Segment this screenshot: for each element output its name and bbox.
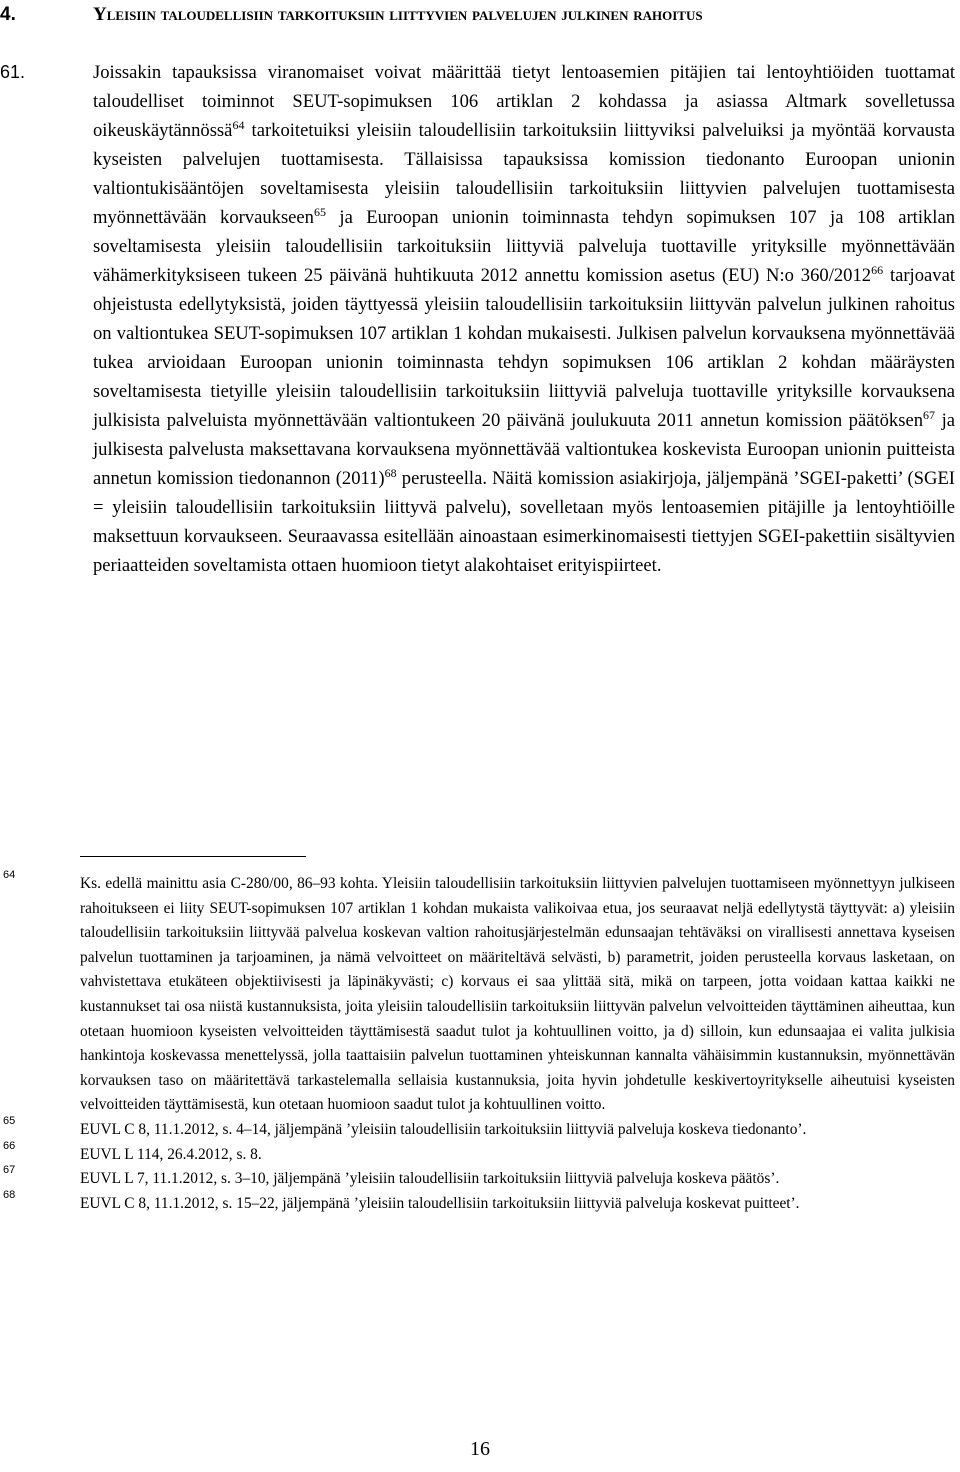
page-number: 16 — [470, 1438, 490, 1460]
footnote-mark: 64 — [3, 869, 16, 881]
paragraph-segment: ja Euroopan unionin toiminnasta tehdyn sopimuksen 107 ja 108 artiklan soveltamisesta yleisiin taloudellisiin tarkoituksiin liittyviä palveluja tuottaville yrityksille myönnettävään vähämerkityksiseen tukeen 25 päivänä huhtikuuta 2012 annettu komission asetus (EU) N:o 360/2012 — [93, 207, 955, 286]
paragraph-segment: perusteella. Näitä komission asiakirjoja, jäljempänä ’SGEI-paketti’ (SGEI = yleisiin taloudellisiin tarkoituksiin liittyvä palvelu), sovelletaan myös lentoasemien pitäjille ja lentoyhtiöille maksettuun korvaukseen. Seuraavassa esitellään ainoastaan esimerkinomaisesti tiettyjen SGEI-pakettiin sisältyvien periaatteiden soveltamista ottaen huomioon tietyt alakohtaiset erityispiirteet. — [93, 468, 955, 576]
paragraph-segment: ja julkisesta palvelusta maksettavana korvauksena myönnettävää valtiontukea koskevista Euroopan unionin puitteista annetun komission tiedonannon (2011) — [93, 410, 955, 489]
paragraph-segment: tarjoavat ohjeistusta edellytyksistä, joiden täyttyessä yleisiin taloudellisiin tarkoituksiin liittyvän palvelun julkinen rahoitus on valtiontukea SEUT-sopimuksen 107 artiklan 1 kohdan mukaisesti. Julkisen palvelun korvauksena myönnettävää tukea arvioidaan Euroopan unionin toiminnasta tehdyn sopimuksen 106 artiklan 2 kohdan määräysten soveltamisesta tietyille yleisiin taloudellisiin tarkoituksiin liittyviä palveluja tuottaville yrityksille korvauksena julkisista palveluista myönnettävään valtiontukeen 20 päivänä joulukuuta 2011 annetun komission päätöksen — [93, 265, 955, 431]
footnote-separator — [80, 856, 306, 857]
footnote-text: Ks. edellä mainittu asia C-280/00, 86–93 kohta. Yleisiin taloudellisiin tarkoituksiin liittyvien palvelujen tuottamiseen myönnettyyn julkiseen rahoitukseen ei liity SEUT-sopimuksen 107 artiklan 1 kohdan mukaista valikoivaa etua, jos seuraavat neljä edellytystä täyttyvät: a) yleisiin taloudellisiin tarkoituksiin liittyvää palvelua koskevan valtion rahoitusjärjestelmän edunsaajan tehtäväksi on virallisesti annettava kyseisen palvelun tuottaminen ja tarjoaminen, ja nämä velvoitteet on määriteltävä selvästi, b) parametrit, joiden perusteella korvaus lasketaan, on vahvistettava etukäteen objektiivisesti ja läpinäkyvästi; c) korvaus ei saa ylittää sitä, mikä on tarpeen, jotta voidaan kattaa kaikki ne kustannukset tai osa niistä kustannuksista, joita yleisiin taloudellisiin tarkoituksiin liittyvän palvelun velvoitteiden täyttäminen aiheuttaa, kun otetaan huomioon kyseisten velvoitteiden täyttämisestä saadut tulot ja kohtuullinen voitto, ja d) silloin, kun edunsaajaa ei valita julkisia hankintoja koskevassa menettelyssä, jolla taattaisiin palvelun tuottaminen yhteiskunnan kannalta vähäisimmin kustannuksin, myönnettävän korvauksen taso on määritettävä tarkastelemalla sellaisia kustannuksia, joita hyvin johdetulle keskivertoyritykselle aiheutuisi kyseisten velvoitteiden täyttämisestä, kun otetaan huomioon saadut tulot ja kohtuullinen voitto. — [80, 875, 955, 1114]
footnote-ref-64[interactable]: 64 — [232, 118, 245, 132]
footnote-text: EUVL C 8, 11.1.2012, s. 15–22, jäljempänä ’yleisiin taloudellisiin tarkoituksiin liittyviä palveluja koskevat puitteet’. — [80, 1194, 800, 1212]
footnote-text: EUVL C 8, 11.1.2012, s. 4–14, jäljempänä ’yleisiin taloudellisiin tarkoituksiin liittyviä palveluja koskeva tiedonanto’. — [80, 1120, 807, 1138]
footnote-65 — [0, 1114, 955, 1143]
paragraph-text — [93, 58, 955, 580]
section-title: Yleisiin taloudellisiin tarkoituksiin liittyvien palvelujen julkinen rahoitus — [93, 4, 703, 25]
section-heading — [0, 0, 955, 29]
footnote-mark: 67 — [3, 1164, 16, 1177]
footnote-ref-65[interactable]: 65 — [313, 205, 326, 219]
footnote-ref-67[interactable]: 67 — [923, 408, 936, 422]
footnotes — [0, 869, 955, 1216]
footnote-66 — [0, 1139, 955, 1168]
footnote-text: EUVL L 7, 11.1.2012, s. 3–10, jäljempänä ’yleisiin taloudellisiin tarkoituksiin liittyviä palveluja koskeva päätös’. — [80, 1170, 780, 1188]
footnote-mark: 65 — [3, 1114, 16, 1127]
paragraph-number: 61. — [0, 62, 26, 82]
footnote-67 — [0, 1164, 955, 1192]
footnote-ref-66[interactable]: 66 — [871, 263, 884, 277]
footnote-64 — [0, 869, 955, 1118]
footnote-mark: 68 — [3, 1188, 16, 1201]
paragraph-61 — [0, 58, 955, 580]
footnote-ref-68[interactable]: 68 — [384, 466, 397, 480]
footnote-mark: 66 — [3, 1139, 16, 1152]
paragraph-segment: Joissakin tapauksissa viranomaiset voivat määrittää tietyt lentoasemien pitäjien tai lentoyhtiöiden tuottamat taloudelliset toiminnot SEUT-sopimuksen 106 artiklan 2 kohdassa ja asiassa Altmark sovelletussa oikeuskäytännössä — [93, 62, 955, 141]
footnote-68 — [0, 1188, 955, 1217]
paragraph-segment: tarkoitetuiksi yleisiin taloudellisiin tarkoituksiin liittyviksi palveluiksi ja myöntää korvausta kyseisten palvelujen tuottamisesta. Tällaisissa tapauksissa komission tiedonanto Euroopan unionin valtiontukisääntöjen soveltamisesta yleisiin taloudellisiin tarkoituksiin liittyvien palvelujen tuottamisesta myönnettävään korvaukseen — [93, 120, 955, 228]
footnote-text: EUVL L 114, 26.4.2012, s. 8. — [80, 1145, 262, 1163]
section-number: 4. — [0, 4, 16, 25]
